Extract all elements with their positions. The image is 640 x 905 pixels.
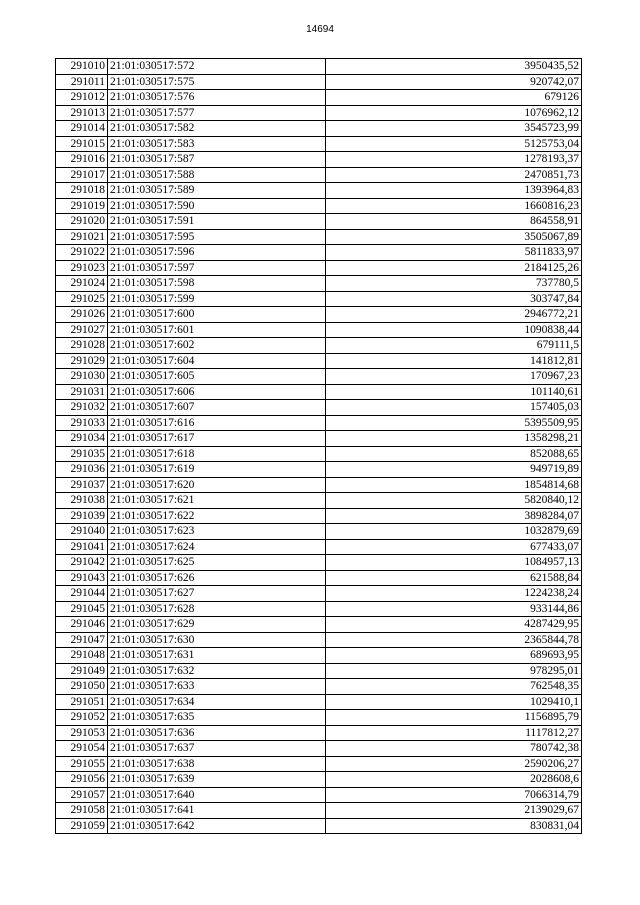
cadastral-value-cell: 1084957,13 bbox=[326, 555, 582, 571]
cadastral-number-cell: 21:01:030517:627 bbox=[108, 586, 326, 602]
cadastral-value-cell: 3505067,89 bbox=[326, 229, 582, 245]
cadastral-value-cell: 1278193,37 bbox=[326, 152, 582, 168]
row-number-cell: 291033 bbox=[56, 415, 108, 431]
row-number-cell: 291043 bbox=[56, 570, 108, 586]
row-number-cell: 291042 bbox=[56, 555, 108, 571]
cadastral-value-cell: 7066314,79 bbox=[326, 787, 582, 803]
table-body bbox=[56, 59, 582, 834]
row-number-cell: 291038 bbox=[56, 493, 108, 509]
cadastral-value-table bbox=[55, 58, 582, 834]
cadastral-number-cell: 21:01:030517:589 bbox=[108, 183, 326, 199]
table-row bbox=[56, 524, 582, 540]
cadastral-value-cell: 141812,81 bbox=[326, 353, 582, 369]
row-number-cell: 291013 bbox=[56, 105, 108, 121]
table-row bbox=[56, 787, 582, 803]
cadastral-number-cell: 21:01:030517:598 bbox=[108, 276, 326, 292]
cadastral-number-cell: 21:01:030517:640 bbox=[108, 787, 326, 803]
row-number-cell: 291049 bbox=[56, 663, 108, 679]
cadastral-number-cell: 21:01:030517:588 bbox=[108, 167, 326, 183]
row-number-cell: 291051 bbox=[56, 694, 108, 710]
cadastral-number-cell: 21:01:030517:619 bbox=[108, 462, 326, 478]
table-row bbox=[56, 570, 582, 586]
table-row bbox=[56, 229, 582, 245]
table-row bbox=[56, 431, 582, 447]
cadastral-value-cell: 5125753,04 bbox=[326, 136, 582, 152]
cadastral-number-cell: 21:01:030517:638 bbox=[108, 756, 326, 772]
table-row bbox=[56, 90, 582, 106]
cadastral-number-cell: 21:01:030517:642 bbox=[108, 818, 326, 834]
cadastral-value-cell: 830831,04 bbox=[326, 818, 582, 834]
table-row bbox=[56, 803, 582, 819]
row-number-cell: 291050 bbox=[56, 679, 108, 695]
cadastral-value-cell: 5820840,12 bbox=[326, 493, 582, 509]
table-row bbox=[56, 710, 582, 726]
table-row bbox=[56, 167, 582, 183]
cadastral-value-cell: 1029410,1 bbox=[326, 694, 582, 710]
cadastral-number-cell: 21:01:030517:600 bbox=[108, 307, 326, 323]
cadastral-value-cell: 920742,07 bbox=[326, 74, 582, 90]
cadastral-value-cell: 1224238,24 bbox=[326, 586, 582, 602]
cadastral-value-cell: 621588,84 bbox=[326, 570, 582, 586]
row-number-cell: 291019 bbox=[56, 198, 108, 214]
table-row bbox=[56, 555, 582, 571]
table-row bbox=[56, 756, 582, 772]
cadastral-number-cell: 21:01:030517:587 bbox=[108, 152, 326, 168]
cadastral-number-cell: 21:01:030517:617 bbox=[108, 431, 326, 447]
row-number-cell: 291055 bbox=[56, 756, 108, 772]
cadastral-number-cell: 21:01:030517:597 bbox=[108, 260, 326, 276]
cadastral-number-cell: 21:01:030517:591 bbox=[108, 214, 326, 230]
row-number-cell: 291027 bbox=[56, 322, 108, 338]
cadastral-value-cell: 1090838,44 bbox=[326, 322, 582, 338]
table-row bbox=[56, 121, 582, 137]
cadastral-number-cell: 21:01:030517:632 bbox=[108, 663, 326, 679]
table-row bbox=[56, 276, 582, 292]
row-number-cell: 291034 bbox=[56, 431, 108, 447]
table-row bbox=[56, 136, 582, 152]
table-row bbox=[56, 694, 582, 710]
row-number-cell: 291025 bbox=[56, 291, 108, 307]
cadastral-number-cell: 21:01:030517:618 bbox=[108, 446, 326, 462]
row-number-cell: 291057 bbox=[56, 787, 108, 803]
table-row bbox=[56, 772, 582, 788]
cadastral-number-cell: 21:01:030517:636 bbox=[108, 725, 326, 741]
cadastral-value-cell: 679126 bbox=[326, 90, 582, 106]
row-number-cell: 291053 bbox=[56, 725, 108, 741]
table-row bbox=[56, 617, 582, 633]
table-row bbox=[56, 477, 582, 493]
cadastral-value-cell: 157405,03 bbox=[326, 400, 582, 416]
row-number-cell: 291048 bbox=[56, 648, 108, 664]
cadastral-number-cell: 21:01:030517:596 bbox=[108, 245, 326, 261]
cadastral-number-cell: 21:01:030517:631 bbox=[108, 648, 326, 664]
table-row bbox=[56, 291, 582, 307]
cadastral-number-cell: 21:01:030517:601 bbox=[108, 322, 326, 338]
table-row bbox=[56, 105, 582, 121]
row-number-cell: 291015 bbox=[56, 136, 108, 152]
cadastral-value-cell: 1660816,23 bbox=[326, 198, 582, 214]
cadastral-number-cell: 21:01:030517:621 bbox=[108, 493, 326, 509]
cadastral-value-cell: 2028608,6 bbox=[326, 772, 582, 788]
cadastral-value-cell: 3545723,99 bbox=[326, 121, 582, 137]
table-row bbox=[56, 462, 582, 478]
row-number-cell: 291044 bbox=[56, 586, 108, 602]
cadastral-value-cell: 677433,07 bbox=[326, 539, 582, 555]
row-number-cell: 291040 bbox=[56, 524, 108, 540]
cadastral-value-cell: 949719,89 bbox=[326, 462, 582, 478]
table-row bbox=[56, 59, 582, 75]
table-row bbox=[56, 493, 582, 509]
row-number-cell: 291021 bbox=[56, 229, 108, 245]
table-row bbox=[56, 74, 582, 90]
row-number-cell: 291047 bbox=[56, 632, 108, 648]
cadastral-value-cell: 1854814,68 bbox=[326, 477, 582, 493]
cadastral-number-cell: 21:01:030517:576 bbox=[108, 90, 326, 106]
cadastral-number-cell: 21:01:030517:629 bbox=[108, 617, 326, 633]
cadastral-number-cell: 21:01:030517:623 bbox=[108, 524, 326, 540]
cadastral-value-cell: 1393964,83 bbox=[326, 183, 582, 199]
row-number-cell: 291028 bbox=[56, 338, 108, 354]
table-row bbox=[56, 601, 582, 617]
row-number-cell: 291029 bbox=[56, 353, 108, 369]
cadastral-number-cell: 21:01:030517:637 bbox=[108, 741, 326, 757]
cadastral-number-cell: 21:01:030517:595 bbox=[108, 229, 326, 245]
cadastral-value-cell: 762548,35 bbox=[326, 679, 582, 695]
cadastral-value-cell: 5395509,95 bbox=[326, 415, 582, 431]
row-number-cell: 291052 bbox=[56, 710, 108, 726]
table-row bbox=[56, 338, 582, 354]
row-number-cell: 291010 bbox=[56, 59, 108, 75]
cadastral-number-cell: 21:01:030517:607 bbox=[108, 400, 326, 416]
row-number-cell: 291035 bbox=[56, 446, 108, 462]
table-row bbox=[56, 539, 582, 555]
cadastral-value-cell: 2470851,73 bbox=[326, 167, 582, 183]
cadastral-value-cell: 2139029,67 bbox=[326, 803, 582, 819]
row-number-cell: 291037 bbox=[56, 477, 108, 493]
cadastral-value-cell: 737780,5 bbox=[326, 276, 582, 292]
cadastral-number-cell: 21:01:030517:639 bbox=[108, 772, 326, 788]
cadastral-value-cell: 4287429,95 bbox=[326, 617, 582, 633]
table-row bbox=[56, 214, 582, 230]
cadastral-number-cell: 21:01:030517:628 bbox=[108, 601, 326, 617]
cadastral-number-cell: 21:01:030517:599 bbox=[108, 291, 326, 307]
row-number-cell: 291020 bbox=[56, 214, 108, 230]
table-row bbox=[56, 632, 582, 648]
cadastral-number-cell: 21:01:030517:602 bbox=[108, 338, 326, 354]
cadastral-value-cell: 101140,61 bbox=[326, 384, 582, 400]
table-row bbox=[56, 322, 582, 338]
table-row bbox=[56, 183, 582, 199]
table-row bbox=[56, 260, 582, 276]
cadastral-value-cell: 3898284,07 bbox=[326, 508, 582, 524]
table-row bbox=[56, 245, 582, 261]
cadastral-number-cell: 21:01:030517:604 bbox=[108, 353, 326, 369]
cadastral-value-cell: 1358298,21 bbox=[326, 431, 582, 447]
cadastral-value-cell: 5811833,97 bbox=[326, 245, 582, 261]
cadastral-value-cell: 1076962,12 bbox=[326, 105, 582, 121]
row-number-cell: 291022 bbox=[56, 245, 108, 261]
cadastral-number-cell: 21:01:030517:590 bbox=[108, 198, 326, 214]
cadastral-value-cell: 978295,01 bbox=[326, 663, 582, 679]
cadastral-number-cell: 21:01:030517:622 bbox=[108, 508, 326, 524]
cadastral-number-cell: 21:01:030517:625 bbox=[108, 555, 326, 571]
cadastral-value-cell: 689693,95 bbox=[326, 648, 582, 664]
cadastral-value-cell: 1032879,69 bbox=[326, 524, 582, 540]
table-row bbox=[56, 198, 582, 214]
row-number-cell: 291011 bbox=[56, 74, 108, 90]
row-number-cell: 291024 bbox=[56, 276, 108, 292]
cadastral-value-cell: 3950435,52 bbox=[326, 59, 582, 75]
row-number-cell: 291039 bbox=[56, 508, 108, 524]
row-number-cell: 291041 bbox=[56, 539, 108, 555]
cadastral-number-cell: 21:01:030517:633 bbox=[108, 679, 326, 695]
row-number-cell: 291012 bbox=[56, 90, 108, 106]
row-number-cell: 291014 bbox=[56, 121, 108, 137]
table-row bbox=[56, 400, 582, 416]
table-row bbox=[56, 508, 582, 524]
cadastral-value-cell: 852088,65 bbox=[326, 446, 582, 462]
table-row bbox=[56, 415, 582, 431]
row-number-cell: 291031 bbox=[56, 384, 108, 400]
row-number-cell: 291045 bbox=[56, 601, 108, 617]
row-number-cell: 291054 bbox=[56, 741, 108, 757]
row-number-cell: 291017 bbox=[56, 167, 108, 183]
row-number-cell: 291056 bbox=[56, 772, 108, 788]
table-row bbox=[56, 679, 582, 695]
table-row bbox=[56, 818, 582, 834]
table-row bbox=[56, 446, 582, 462]
cadastral-number-cell: 21:01:030517:575 bbox=[108, 74, 326, 90]
row-number-cell: 291023 bbox=[56, 260, 108, 276]
cadastral-value-cell: 2946772,21 bbox=[326, 307, 582, 323]
cadastral-value-cell: 2184125,26 bbox=[326, 260, 582, 276]
cadastral-value-cell: 1117812,27 bbox=[326, 725, 582, 741]
cadastral-number-cell: 21:01:030517:577 bbox=[108, 105, 326, 121]
cadastral-value-cell: 933144,86 bbox=[326, 601, 582, 617]
cadastral-value-cell: 2365844,78 bbox=[326, 632, 582, 648]
cadastral-number-cell: 21:01:030517:572 bbox=[108, 59, 326, 75]
table-row bbox=[56, 384, 582, 400]
cadastral-number-cell: 21:01:030517:605 bbox=[108, 369, 326, 385]
cadastral-number-cell: 21:01:030517:620 bbox=[108, 477, 326, 493]
cadastral-value-cell: 170967,23 bbox=[326, 369, 582, 385]
page-number: 14694 bbox=[306, 24, 334, 35]
row-number-cell: 291036 bbox=[56, 462, 108, 478]
cadastral-number-cell: 21:01:030517:641 bbox=[108, 803, 326, 819]
table-row bbox=[56, 353, 582, 369]
cadastral-number-cell: 21:01:030517:624 bbox=[108, 539, 326, 555]
cadastral-number-cell: 21:01:030517:634 bbox=[108, 694, 326, 710]
table-row bbox=[56, 152, 582, 168]
table-row bbox=[56, 725, 582, 741]
row-number-cell: 291032 bbox=[56, 400, 108, 416]
row-number-cell: 291059 bbox=[56, 818, 108, 834]
cadastral-number-cell: 21:01:030517:635 bbox=[108, 710, 326, 726]
cadastral-number-cell: 21:01:030517:616 bbox=[108, 415, 326, 431]
row-number-cell: 291030 bbox=[56, 369, 108, 385]
table-row bbox=[56, 663, 582, 679]
table-row bbox=[56, 369, 582, 385]
cadastral-number-cell: 21:01:030517:630 bbox=[108, 632, 326, 648]
cadastral-number-cell: 21:01:030517:626 bbox=[108, 570, 326, 586]
row-number-cell: 291046 bbox=[56, 617, 108, 633]
table-row bbox=[56, 586, 582, 602]
cadastral-value-cell: 864558,91 bbox=[326, 214, 582, 230]
cadastral-value-cell: 2590206,27 bbox=[326, 756, 582, 772]
row-number-cell: 291018 bbox=[56, 183, 108, 199]
cadastral-value-cell: 303747,84 bbox=[326, 291, 582, 307]
row-number-cell: 291016 bbox=[56, 152, 108, 168]
table-row bbox=[56, 307, 582, 323]
row-number-cell: 291058 bbox=[56, 803, 108, 819]
cadastral-number-cell: 21:01:030517:582 bbox=[108, 121, 326, 137]
cadastral-value-cell: 780742,38 bbox=[326, 741, 582, 757]
table-row bbox=[56, 741, 582, 757]
cadastral-value-cell: 1156895,79 bbox=[326, 710, 582, 726]
cadastral-value-cell: 679111,5 bbox=[326, 338, 582, 354]
table-row bbox=[56, 648, 582, 664]
row-number-cell: 291026 bbox=[56, 307, 108, 323]
cadastral-number-cell: 21:01:030517:606 bbox=[108, 384, 326, 400]
cadastral-number-cell: 21:01:030517:583 bbox=[108, 136, 326, 152]
